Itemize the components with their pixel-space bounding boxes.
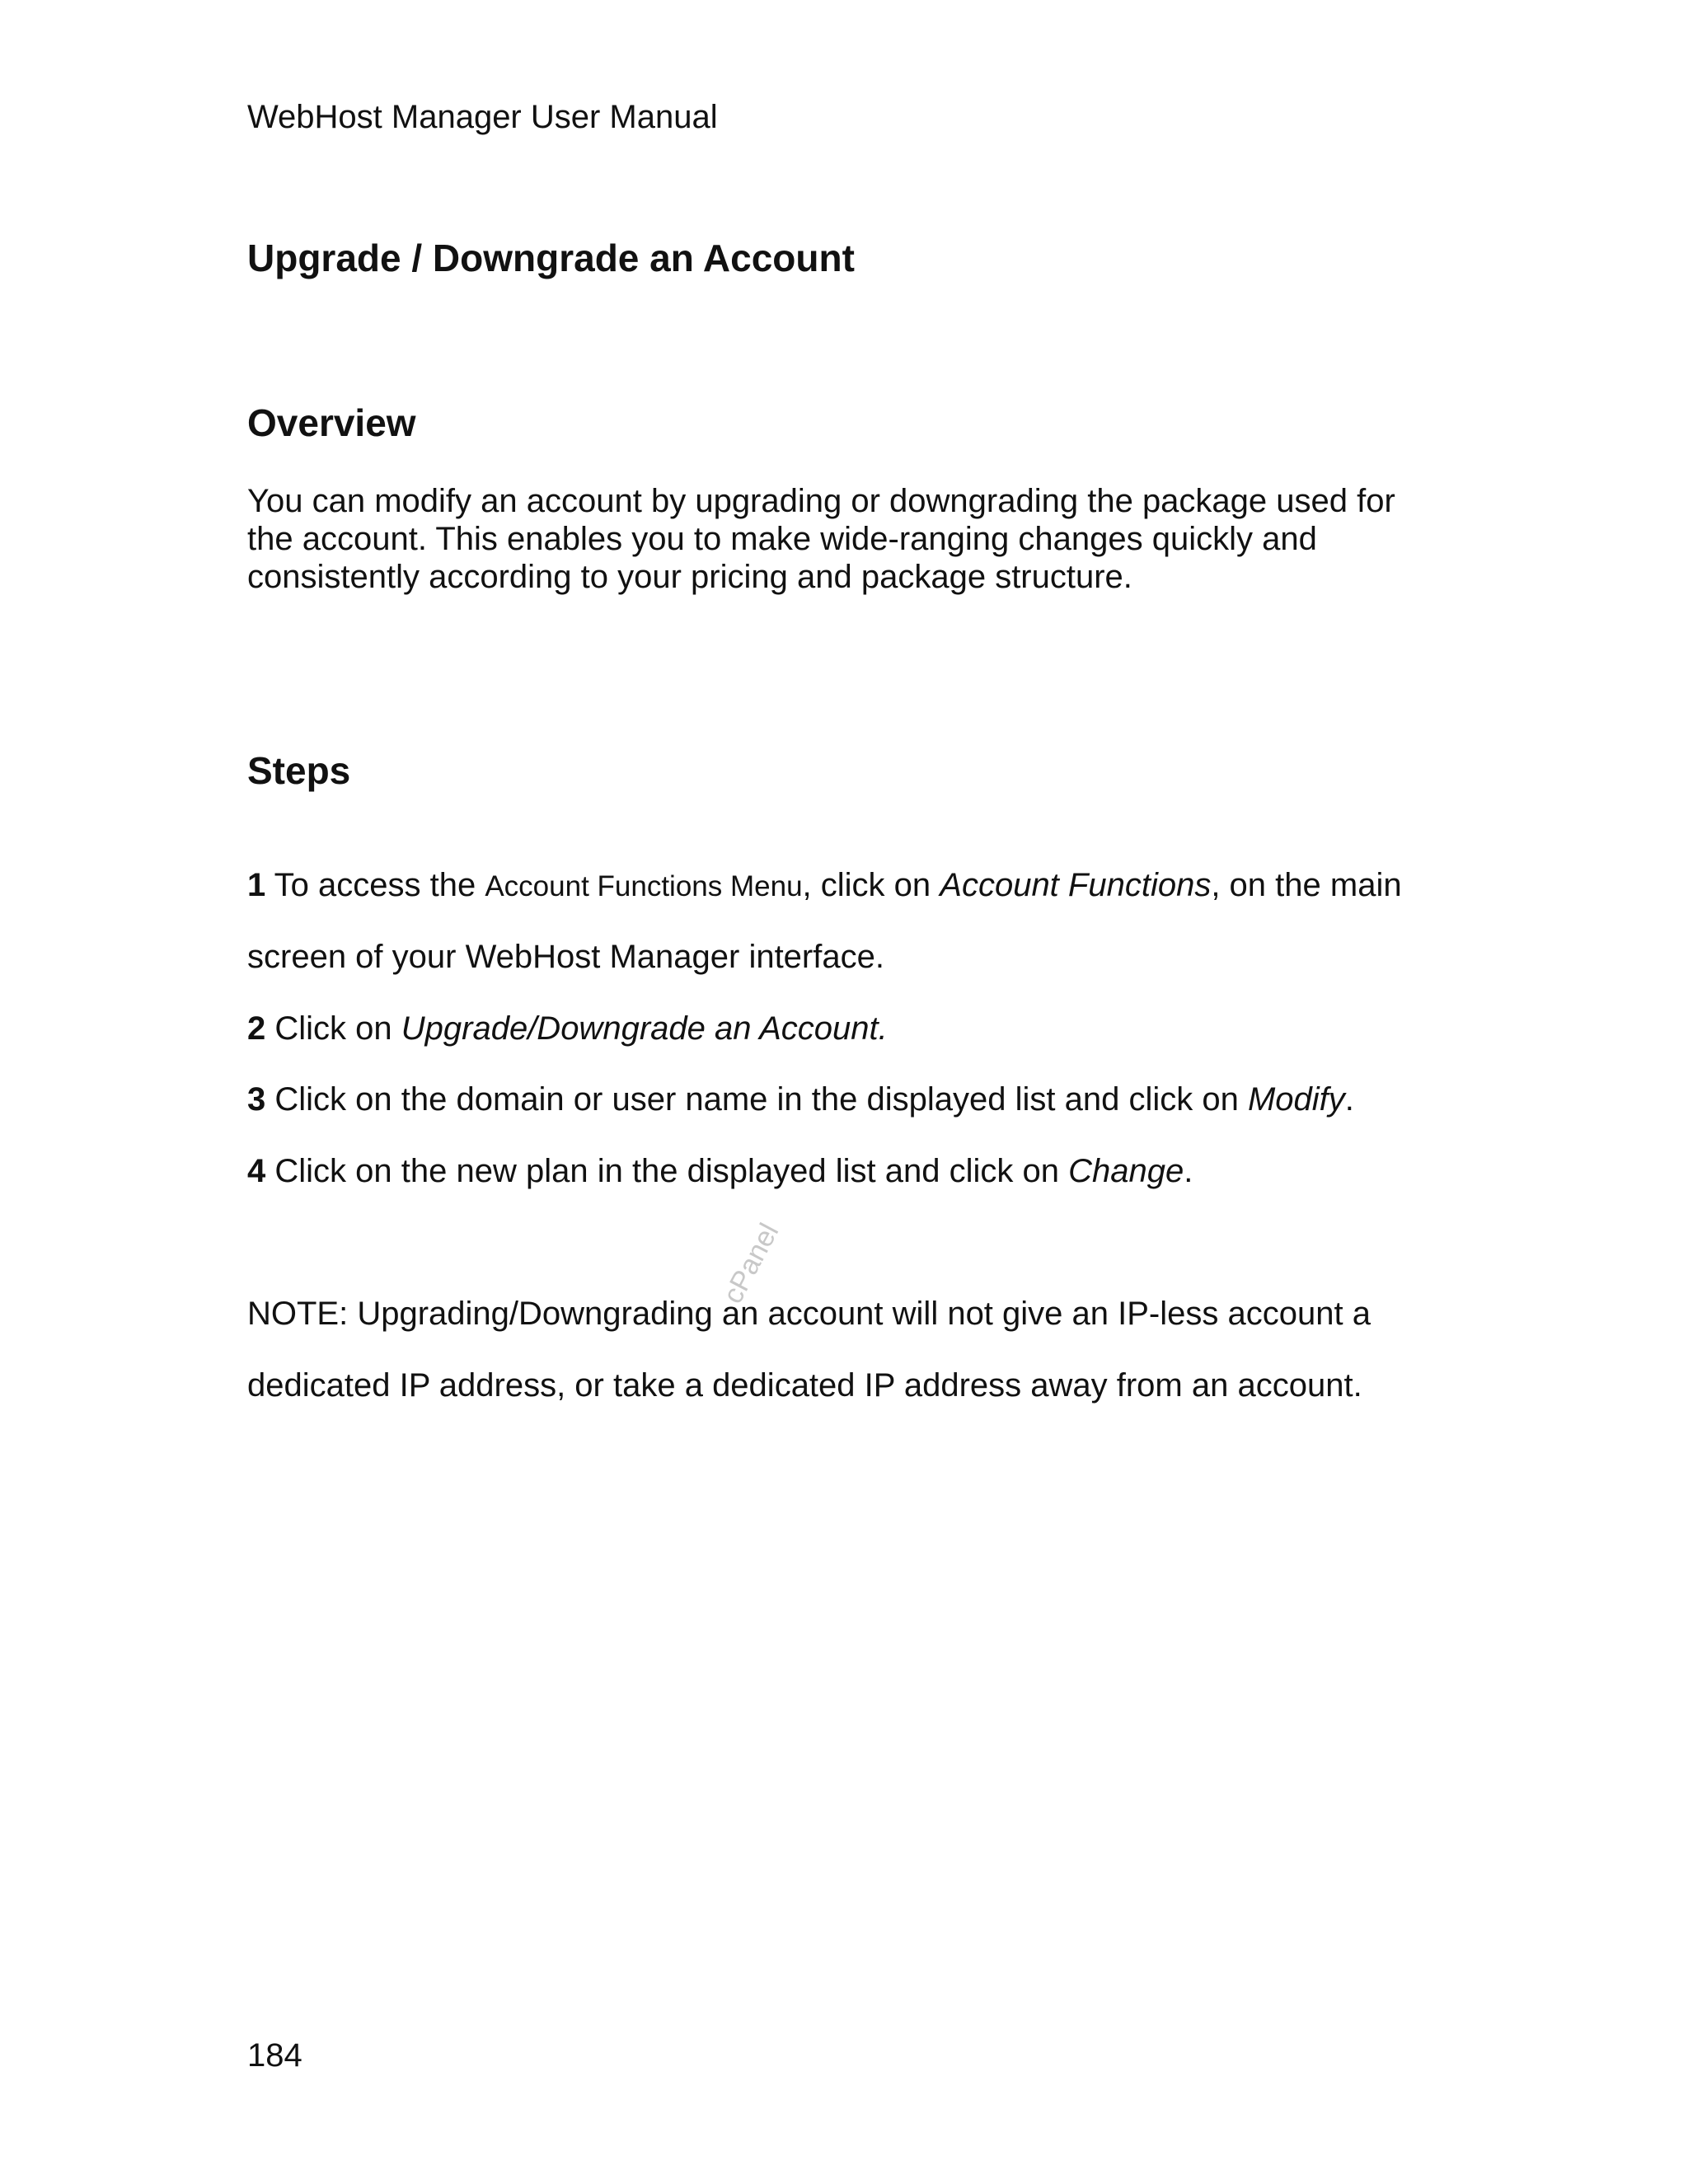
overview-line: You can modify an account by upgrading or downgrading the package used for: [247, 483, 1395, 519]
note-line: dedicated IP address, or take a dedicated IP address away from an account.: [247, 1367, 1362, 1404]
step-text: .: [1184, 1153, 1193, 1189]
overview-line: the account. This enables you to make wide-ranging changes quickly and: [247, 521, 1317, 557]
watermark: cPanel: [717, 1218, 785, 1309]
steps-heading: Steps: [247, 749, 351, 792]
step-text: To access the: [265, 867, 485, 903]
overview-heading: Overview: [247, 401, 416, 444]
step-number: 1: [247, 867, 266, 903]
step-3: [247, 1080, 1354, 1119]
step-1-continuation: screen of your WebHost Manager interface.: [247, 939, 884, 975]
upgrade-downgrade-reference: Upgrade/Downgrade an Account.: [401, 1010, 888, 1047]
step-text: , click on: [802, 867, 940, 903]
account-functions-reference: Account Functions: [940, 867, 1212, 903]
overview-line: consistently according to your pricing and package structure.: [247, 559, 1132, 595]
step-text: Click on the new plan in the displayed list and click on: [265, 1153, 1069, 1189]
step-text: Click on the domain or user name in the displayed list and click on: [265, 1081, 1248, 1118]
note-line: NOTE: Upgrading/Downgrading an account will not give an IP-less account a: [247, 1296, 1371, 1332]
step-number: 4: [247, 1153, 266, 1189]
step-4: [247, 1151, 1193, 1191]
overview-paragraph: [247, 482, 1451, 596]
change-reference: Change: [1068, 1153, 1184, 1189]
menu-name: Account Functions Menu: [485, 870, 803, 902]
step-number: 2: [247, 1010, 266, 1047]
step-text: Click on: [265, 1010, 401, 1047]
page-number: 184: [247, 2037, 302, 2074]
running-header: WebHost Manager User Manual: [247, 99, 718, 135]
step-text: .: [1344, 1081, 1354, 1118]
modify-reference: Modify: [1247, 1081, 1345, 1118]
page-title: Upgrade / Downgrade an Account: [247, 237, 855, 279]
step-2: [247, 1009, 888, 1048]
step-number: 3: [247, 1081, 266, 1118]
step-text: , on the main: [1211, 867, 1402, 903]
step-1: [247, 865, 1402, 907]
